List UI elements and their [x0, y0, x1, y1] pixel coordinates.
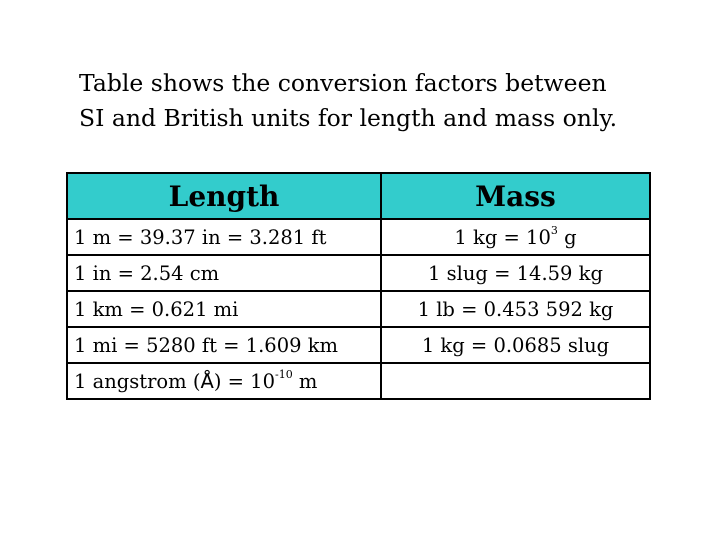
length-cell: 1 km = 0.621 mi	[67, 291, 381, 327]
mass-cell: 1 lb = 0.453 592 kg	[381, 291, 650, 327]
length-cell: 1 in = 2.54 cm	[67, 255, 381, 291]
exponent: -10	[275, 368, 293, 381]
exponent: 3	[550, 224, 558, 237]
conversion-table	[66, 172, 651, 400]
table-row	[67, 219, 650, 255]
length-cell: 1 angstrom (Å) = $10^{-10}$ m	[67, 363, 381, 399]
angstrom-symbol: Å	[200, 369, 214, 393]
length-cell: 1 mi = 5280 ft = 1.609 km	[67, 327, 381, 363]
header-length: Length	[67, 173, 381, 219]
table-header-row	[67, 173, 650, 219]
table-row	[67, 363, 650, 399]
table-row	[67, 255, 650, 291]
intro-line-2: SI and British units for length and mass only.	[79, 104, 618, 132]
mass-cell: 1 slug = 14.59 kg	[381, 255, 650, 291]
table-row	[67, 291, 650, 327]
mass-cell: 1 kg = 0.0685 slug	[381, 327, 650, 363]
header-mass: Mass	[381, 173, 650, 219]
length-cell: 1 m = 39.37 in = 3.281 ft	[67, 219, 381, 255]
intro-line-1: Table shows the conversion factors between	[79, 69, 607, 97]
table-row	[67, 327, 650, 363]
mass-cell: 1 kg = $10^3$ g	[381, 219, 650, 255]
empty-mass-cell	[381, 363, 650, 399]
intro-text	[79, 66, 679, 136]
